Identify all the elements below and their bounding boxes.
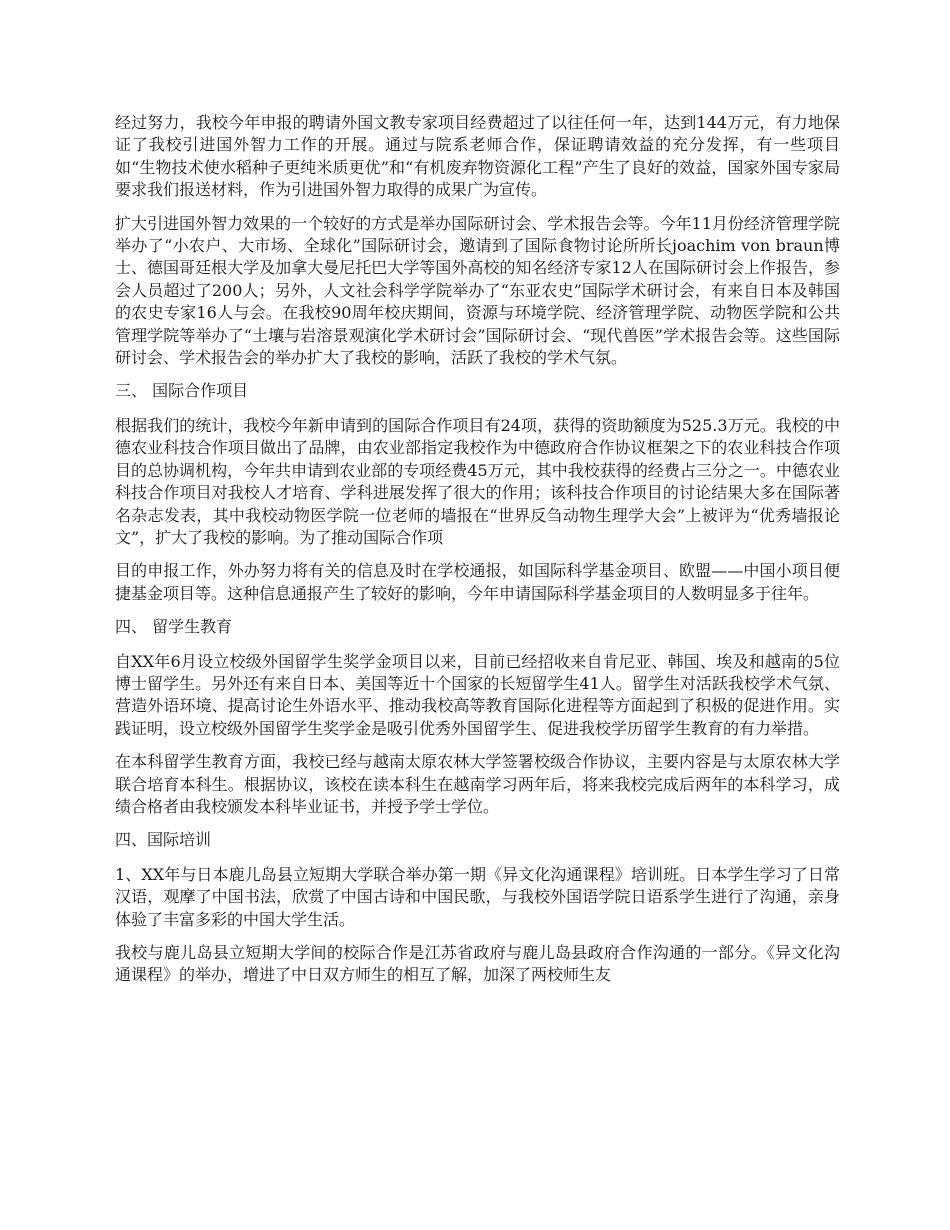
section-heading-cooperation-projects: 三、 国际合作项目 [115, 381, 249, 401]
paragraph-cooperation-statistics: 根据我们的统计，我校今年新申请到的国际合作项目有24项，获得的资助额度为525.3万元。我校的中德农业科技合作项目做出了品牌，由农业部指定我校作为中德政府合作协议框架之下的农业科技合作项目的总协调机构，今年共申请到农业部的专项经费45万元，其中我校获得的经费占三分之一。中德农业科技合作项目对我校人才培育、学科进展发挥了很大的作用；该科技合作项目的讨论结果大多在国际著名杂志发表，其中我校动物医学院一位老师的墙报在“世界反刍动物生理学大会”上被评为“优秀墙报论文”，扩大了我校的影响。为了推动国际合作项 [115, 415, 840, 547]
paragraph-international-seminars: 扩大引进国外智力效果的一个较好的方式是举办国际研讨会、学术报告会等。今年11月份经济管理学院举办了“小农户、大市场、全球化”国际研讨会，邀请到了国际食物讨论所所长joachim von braun博士、德国哥廷根大学及加拿大曼尼托巴大学等国外高校的知名经济专家12人在国际研讨会上作报告，参会人员超过了200人；另外，人文社会科学学院举办了“东亚农史”国际学术研讨会，有来自日本及韩国的农史专家16人与会。在我校90周年校庆期间，资源与环境学院、经济管理学院、动物医学院和公共管理学院等举办了“土壤与岩溶景观演化学术研讨会”国际研讨会、“现代兽医”学术报告会等。这些国际研讨会、学术报告会的举办扩大了我校的影响，活跃了我校的学术气氛。 [115, 213, 840, 368]
section-heading-international-students: 四、 留学生教育 [115, 617, 233, 637]
paragraph-undergraduate-education: 在本科留学生教育方面，我校已经与越南太原农林大学签署校级合作协议，主要内容是与太原农林大学联合培育本科生。根据协议，该校在读本科生在越南学习两年后，将来我校完成后两年的本科学习，成绩合格者由我校颁发本科毕业证书，并授予学士学位。 [115, 752, 840, 816]
section-heading-international-training: 四、国际培训 [115, 830, 212, 850]
paragraph-project-application: 目的申报工作，外办努力将有关的信息及时在学校通报，如国际科学基金项目、欧盟——中国小项目便捷基金项目等。这种信息通报产生了较好的影响，今年申请国际科学基金项目的人数明显多于往年。 [115, 561, 840, 603]
document-page [115, 112, 840, 998]
paragraph-training-course: 1、XX年与日本鹿儿岛县立短期大学联合举办第一期《异文化沟通课程》培训班。日本学生学习了日常汉语，观摩了中国书法，欣赏了中国古诗和中国民歌，与我校外国语学院日语系学生进行了沟通，亲身体验了丰富多彩的中国大学生活。 [115, 864, 840, 929]
paragraph-school-cooperation: 我校与鹿儿岛县立短期大学间的校际合作是江苏省政府与鹿儿岛县政府合作沟通的一部分。《异文化沟通课程》的举办，增进了中日双方师生的相互了解，加深了两校师生友 [115, 943, 840, 985]
paragraph-expert-funding: 经过努力，我校今年申报的聘请外国文教专家项目经费超过了以往任何一年，达到144万元，有力地保证了我校引进国外智力工作的开展。通过与院系老师合作，保证聘请效益的充分发挥，有一些项目如“生物技术使水稻种子更纯米质更优”和“有机废弃物资源化工程”产生了良好的效益，国家外国专家局要求我们报送材料，作为引进国外智力取得的成果广为宣传。 [115, 113, 840, 200]
paragraph-scholarship-program: 自XX年6月设立校级外国留学生奖学金项目以来，目前已经招收来自肯尼亚、韩国、埃及和越南的5位博士留学生。另外还有来自日本、美国等近十个国家的长短留学生41人。留学生对活跃我校学术气氛、营造外语环境、提高讨论生外语水平、推动我校高等教育国际化进程等方面起到了积极的促进作用。实践证明，设立校级外国留学生奖学金是吸引优秀外国留学生、促进我校学历留学生教育的有力举措。 [115, 651, 840, 738]
